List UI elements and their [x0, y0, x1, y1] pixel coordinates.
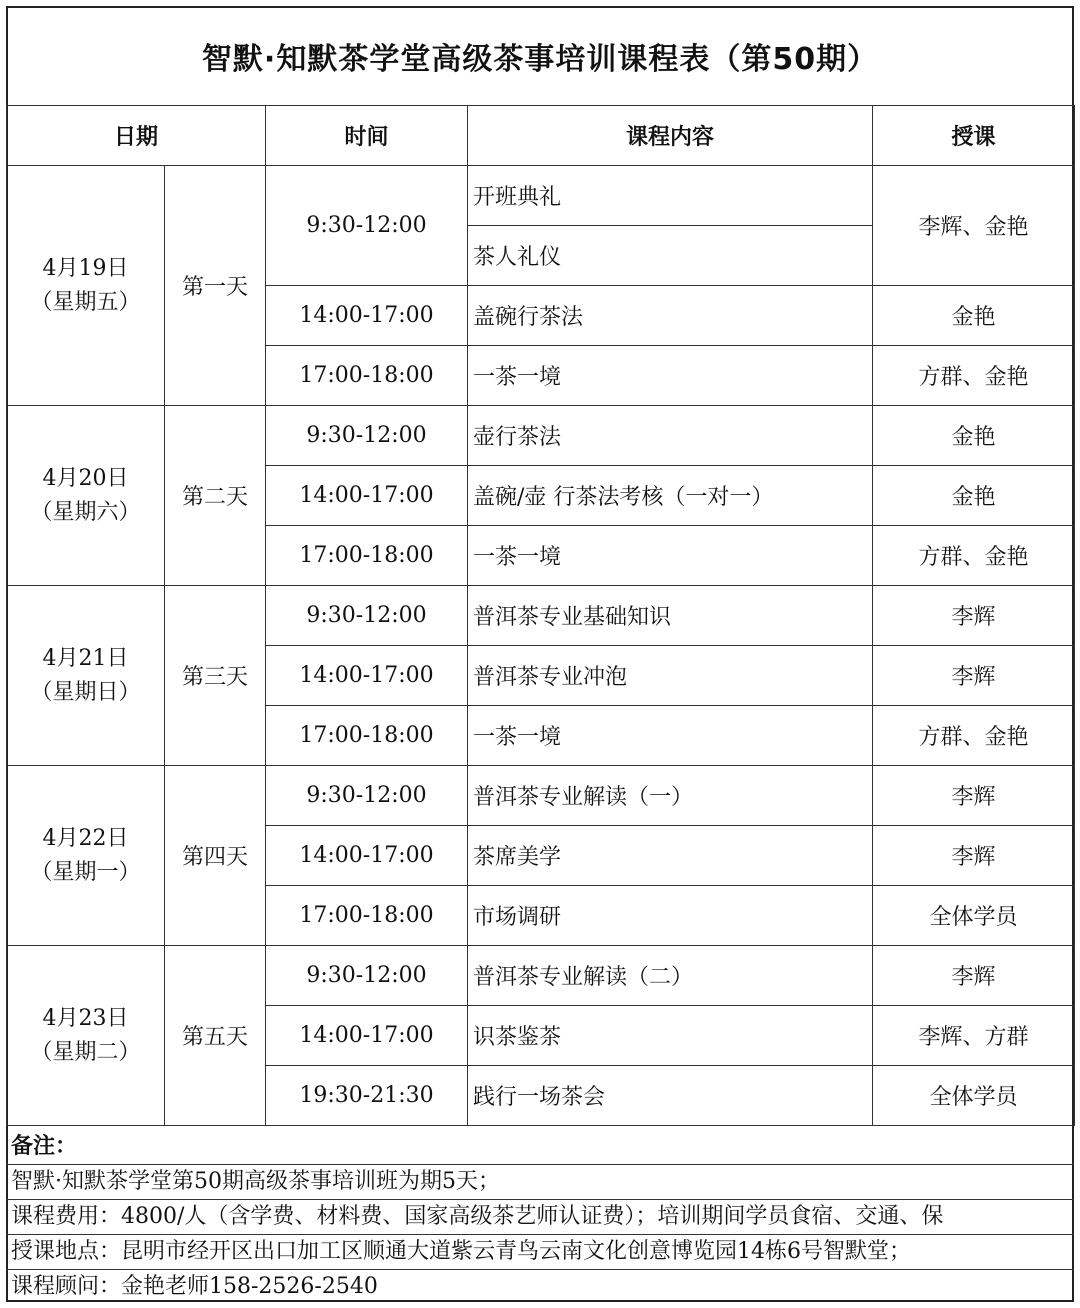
date-cell — [7, 166, 165, 406]
time-cell: 9:30-12:00 — [266, 166, 468, 286]
course-cell: 市场调研 — [468, 886, 873, 946]
course-cell: 普洱茶专业冲泡 — [468, 646, 873, 706]
course-cell: 一茶一境 — [468, 706, 873, 766]
date-cell — [7, 586, 165, 766]
teacher-cell: 金艳 — [873, 406, 1075, 466]
header-teacher: 授课 — [873, 106, 1075, 166]
teacher-cell: 金艳 — [873, 286, 1075, 346]
teacher-cell: 全体学员 — [873, 1066, 1075, 1126]
schedule-table — [6, 105, 1075, 1126]
teacher-cell: 李辉、金艳 — [873, 166, 1075, 286]
date-cell — [7, 406, 165, 586]
time-cell: 17:00-18:00 — [266, 526, 468, 586]
teacher-cell: 方群、金艳 — [873, 346, 1075, 406]
time-cell: 14:00-17:00 — [266, 1006, 468, 1066]
teacher-cell: 方群、金艳 — [873, 526, 1075, 586]
table-row — [7, 406, 1075, 466]
weekday-text: （星期六） — [30, 499, 141, 525]
day-label: 第二天 — [165, 406, 266, 586]
course-cell: 盖碗行茶法 — [468, 286, 873, 346]
date-cell — [7, 766, 165, 946]
weekday-text: （星期日） — [30, 679, 141, 705]
time-cell: 9:30-12:00 — [266, 946, 468, 1006]
table-row — [7, 586, 1075, 646]
note-contact: 课程顾问：金艳老师158-2526-2540 — [6, 1269, 1074, 1304]
date-cell — [7, 946, 165, 1126]
teacher-cell: 方群、金艳 — [873, 706, 1075, 766]
page-title: 智默·知默茶学堂高级茶事培训课程表（第50期） — [201, 42, 879, 77]
notes-section — [6, 1130, 1074, 1304]
teacher-cell: 李辉 — [873, 586, 1075, 646]
course-cell: 普洱茶专业解读（二） — [468, 946, 873, 1006]
date-text: 4月23日 — [42, 1005, 129, 1031]
header-time: 时间 — [266, 106, 468, 166]
weekday-text: （星期一） — [30, 859, 141, 885]
table-row — [7, 766, 1075, 826]
course-cell: 普洱茶专业基础知识 — [468, 586, 873, 646]
time-cell: 17:00-18:00 — [266, 706, 468, 766]
day-label: 第三天 — [165, 586, 266, 766]
course-cell: 普洱茶专业解读（一） — [468, 766, 873, 826]
course-cell: 盖碗/壶 行茶法考核（一对一） — [468, 466, 873, 526]
note-duration: 智默·知默茶学堂第50期高级茶事培训班为期5天； — [6, 1164, 1074, 1199]
time-cell: 14:00-17:00 — [266, 466, 468, 526]
teacher-cell: 李辉 — [873, 766, 1075, 826]
course-cell: 识茶鉴茶 — [468, 1006, 873, 1066]
time-cell: 19:30-21:30 — [266, 1066, 468, 1126]
time-cell: 14:00-17:00 — [266, 646, 468, 706]
note-fee: 课程费用：4800/人（含学费、材料费、国家高级茶艺师认证费）；培训期间学员食宿、交通、保 — [6, 1199, 1074, 1234]
teacher-cell: 李辉 — [873, 826, 1075, 886]
note-location: 授课地点：昆明市经开区出口加工区顺通大道紫云青鸟云南文化创意博览园14栋6号智默堂； — [6, 1234, 1074, 1269]
teacher-cell: 金艳 — [873, 466, 1075, 526]
date-text: 4月19日 — [42, 255, 129, 281]
course-cell: 一茶一境 — [468, 526, 873, 586]
schedule-body — [7, 166, 1075, 1126]
time-cell: 17:00-18:00 — [266, 346, 468, 406]
teacher-cell: 李辉 — [873, 946, 1075, 1006]
time-cell: 9:30-12:00 — [266, 586, 468, 646]
teacher-cell: 李辉 — [873, 646, 1075, 706]
time-cell: 17:00-18:00 — [266, 886, 468, 946]
teacher-cell: 全体学员 — [873, 886, 1075, 946]
header-content: 课程内容 — [468, 106, 873, 166]
header-date: 日期 — [7, 106, 266, 166]
course-cell: 一茶一境 — [468, 346, 873, 406]
notes-heading: 备注： — [11, 1134, 78, 1159]
day-label: 第一天 — [165, 166, 266, 406]
date-text: 4月21日 — [42, 645, 129, 671]
date-text: 4月20日 — [42, 465, 129, 491]
teacher-cell: 李辉、方群 — [873, 1006, 1075, 1066]
course-cell: 茶席美学 — [468, 826, 873, 886]
time-cell: 14:00-17:00 — [266, 286, 468, 346]
time-cell: 9:30-12:00 — [266, 406, 468, 466]
time-cell: 14:00-17:00 — [266, 826, 468, 886]
day-label: 第四天 — [165, 766, 266, 946]
table-row — [7, 166, 1075, 226]
course-cell: 壶行茶法 — [468, 406, 873, 466]
course-cell: 开班典礼 — [468, 166, 873, 226]
day-label: 第五天 — [165, 946, 266, 1126]
weekday-text: （星期二） — [30, 1039, 141, 1065]
time-cell: 9:30-12:00 — [266, 766, 468, 826]
date-text: 4月22日 — [42, 825, 129, 851]
course-cell: 践行一场茶会 — [468, 1066, 873, 1126]
table-row — [7, 946, 1075, 1006]
course-cell: 茶人礼仪 — [468, 226, 873, 286]
weekday-text: （星期五） — [30, 289, 141, 315]
